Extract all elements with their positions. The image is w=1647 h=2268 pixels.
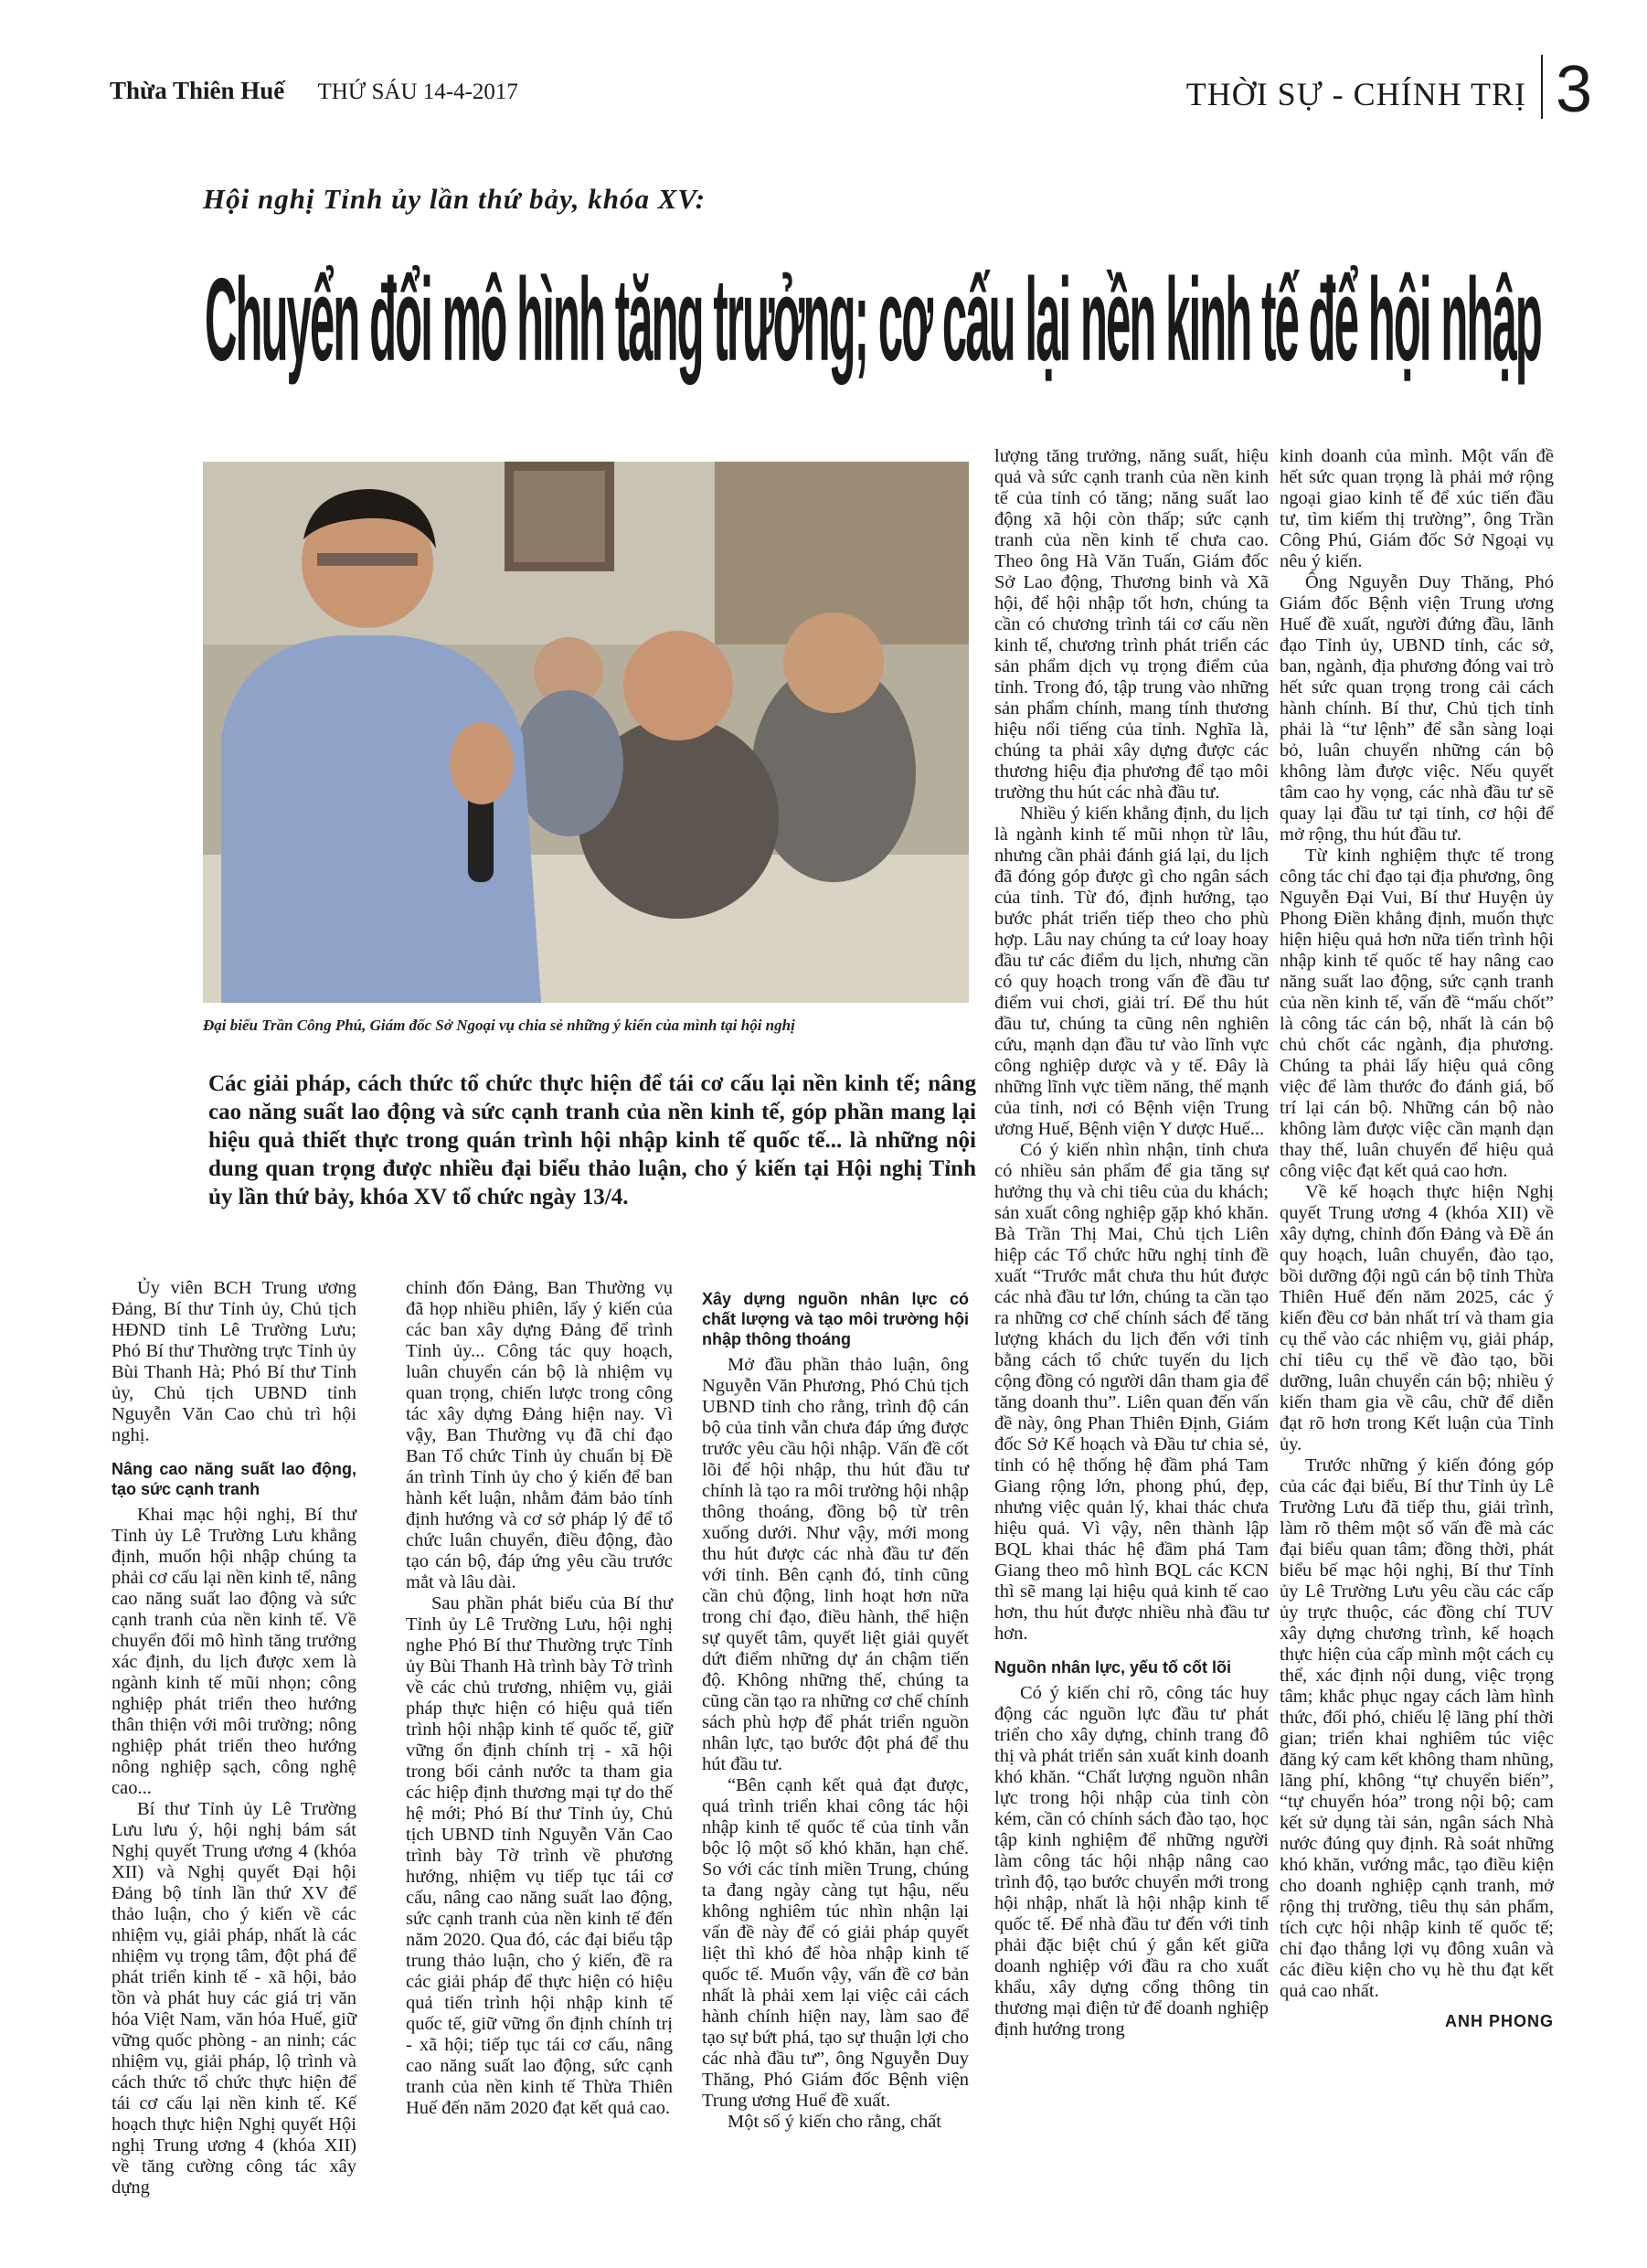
paper-name: Thừa Thiên Huế [110, 77, 285, 104]
column-4 [994, 446, 1269, 2040]
paragraph: Bí thư Tỉnh ủy Lê Trường Lưu lưu ý, hội nghị bám sát Nghị quyết Trung ương 4 (khóa XII) và Nghị quyết Đại hội Đảng bộ tỉnh lần thứ XV để thảo luận, cho ý kiến về các nhiệm vụ, giải pháp, nhất là các nhiệm vụ trọng tâm, đột phá để phát triển kinh tế - xã hội, bảo tồn và phát huy các giá trị văn hóa Việt Nam, văn hóa Huế, giữ vững quốc phòng - an ninh; các nhiệm vụ, giải pháp, lộ trình và cách thức tổ chức thực hiện để tái cơ cấu lại nền kinh tế. Kế hoạch thực hiện Nghị quyết Hội nghị Trung ương 4 (khóa XII) về tăng cường công tác xây dựng [112, 1799, 356, 2198]
issue-date: THỨ SÁU 14-4-2017 [317, 80, 518, 104]
subheading: Nguồn nhân lực, yếu tố cốt lõi [994, 1658, 1232, 1677]
paragraph: Có ý kiến nhìn nhận, tỉnh chưa có nhiều sản phẩm để gia tăng sự hưởng thụ và chi tiêu của du khách; sản xuất công nghiệp gặp khó khăn. Bà Trần Thị Mai, Chủ tịch Liên hiệp các Tổ chức hữu nghị tỉnh đề xuất “Trước mắt chưa thu hút được các nhà đầu tư lớn, chúng ta cần tạo ra những cơ chế chính sách để tăng lượng khách du lịch đến với tỉnh bằng cách tổ chức tuyến du lịch cộng đồng có người dân tham gia để tăng doanh thu”. Liên quan đến vấn đề này, ông Phan Thiên Định, Giám đốc Sở Kế hoạch và Đầu tư chia sẻ, tỉnh có hệ thống hệ đầm phá Tam Giang rộng lớn, phong phú, đẹp, nhưng việc quản lý, khai thác chưa hiệu quả. Vì vậy, nên thành lập BQL khai thác hệ đầm phá Tam Giang theo mô hình BQL các KCN thì sẽ mang lại hiệu quả kinh tế cao hơn, thu hút được nhiều nhà đầu tư hơn. [994, 1140, 1269, 1644]
author-byline: ANH PHONG [1444, 2012, 1554, 2030]
paragraph: Khai mạc hội nghị, Bí thư Tỉnh ủy Lê Trường Lưu khẳng định, muốn hội nhập chúng ta phải cơ cấu lại nền kinh tế, nâng cao năng suất lao động và sức cạnh tranh của nền kinh tế. Về chuyển đổi mô hình tăng trưởng xác định, du lịch được xem là ngành kinh tế mũi nhọn; công nghiệp phát triển theo hướng thân thiện với môi trường; nông nghiệp phát triển theo hướng nông nghiệp sạch, công nghệ cao... [112, 1505, 356, 1798]
paragraph: Có ý kiến chỉ rõ, công tác huy động các nguồn lực đầu tư phát triển cho xây dựng, chỉnh trang đô thị và phát triển sản xuất kinh doanh khó khăn. “Chất lượng nguồn nhân lực trong hội nhập của tỉnh còn kém, cần có chính sách đào tạo, học tập kinh nghiệm để những người làm công tác hội nhập nâng cao trình độ, tạo bước chuyển mới trong hội nhập, nhất là hội nhập kinh tế quốc tế. Để nhà đầu tư đến với tỉnh phải đặc biệt chú ý gắn kết giữa doanh nghiệp với đầu ra cho xuất khẩu, xây dựng cổng thông tin thương mại điện tử để doanh nghiệp định hướng trong [994, 1683, 1269, 2039]
paragraph: Trước những ý kiến đóng góp của các đại biểu, Bí thư Tỉnh ủy Lê Trường Lưu đã tiếp thu, giải trình, làm rõ thêm một số vấn đề mà các đại biểu quan tâm; đồng thời, phát biểu bế mạc hội nghị, Bí thư Tỉnh ủy Lê Trường Lưu yêu cầu các cấp ủy trực thuộc, các đồng chí TUV xây dựng chương trình, kế hoạch thực hiện của cấp mình một cách cụ thể, xác định nội dung, việc trọng tâm; khắc phục ngay cách làm hình thức, đối phó, chiếu lệ lãng phí thời gian; triển khai nghiêm túc việc đăng ký cam kết không tham nhũng, lãng phí, không “tự chuyển biến”, “tự chuyển hóa” trong nội bộ; cam kết sử dụng tài sản, ngân sách Nhà nước đúng quy định. Rà soát những khó khăn, vướng mắc, tạo điều kiện cho doanh nghiệp cạnh tranh, mở rộng thị trường, tiêu thụ sản phẩm, tích cực hội nhập kinh tế quốc tế; chỉ đạo thắng lợi vụ đông xuân và các điều kiện cho vụ hè thu đạt kết quả cao nhất. [1280, 1455, 1554, 2001]
masthead [110, 77, 518, 105]
section-header [1185, 53, 1592, 126]
column-3 [702, 1289, 969, 2133]
meeting-photo-illustration [203, 462, 969, 1003]
paragraph: Về kế hoạch thực hiện Nghị quyết Trung ương 4 (khóa XII) về xây dựng, chỉnh đốn Đảng và Đề án quy hoạch, luân chuyển, đào tạo, bồi dưỡng đội ngũ cán bộ tỉnh Thừa Thiên Huế đến năm 2025, các ý kiến đều cơ bản nhất trí và tham gia cụ thể vào các nhiệm vụ, giải pháp, chỉ tiêu cụ thể về đào tạo, bồi dưỡng, luân chuyển cán bộ; nhiều ý kiến tham gia về câu, chữ để diễn đạt rõ hơn trong Kết luận của Tỉnh ủy. [1280, 1182, 1554, 1454]
paragraph: Nhiều ý kiến khẳng định, du lịch là ngành kinh tế mũi nhọn từ lâu, nhưng cần phải đánh giá lại, du lịch đã đóng góp được gì cho ngân sách của tỉnh. Từ đó, định hướng, tạo bước phát triển tiếp theo cho phù hợp. Lâu nay chúng ta cứ loay hoay đầu tư các điểm du lịch, nhưng cần có quy hoạch trong vấn đề đầu tư điểm vui chơi, giải trí. Để thu hút đầu tư, chúng ta cũng nên nghiên cứu, mạnh dạn đầu tư vào lĩnh vực công nghiệp dược và y tế. Đây là những lĩnh vực tiềm năng, thế mạnh của tỉnh, nơi có Bệnh viện Trung ương Huế, Bệnh viện Y dược Huế... [994, 804, 1269, 1139]
paragraph: Một số ý kiến cho rằng, chất [728, 2112, 941, 2132]
photo-caption: Đại biểu Trần Công Phú, Giám đốc Sở Ngoại vụ chia sẻ những ý kiến của mình tại hội nghị [203, 1017, 795, 1034]
paragraph: kinh doanh của mình. Một vấn đề hết sức quan trọng là phải mở rộng ngoại giao kinh tế để xúc tiến đầu tư, tìm kiếm thị trường”, ông Trần Công Phú, Giám đốc Sở Ngoại vụ nêu ý kiến. [1280, 446, 1554, 571]
header-divider [1541, 55, 1543, 119]
section-name: THỜI SỰ - CHÍNH TRỊ [1185, 76, 1526, 112]
article-sapo: Các giải pháp, cách thức tổ chức thực hiện để tái cơ cấu lại nền kinh tế; nâng cao năng suất lao động và sức cạnh tranh của nền kinh tế, góp phần mang lại hiệu quả thiết thực trong quán trình hội nhập kinh tế quốc tế... là những nội dung quan trọng được nhiều đại biểu thảo luận, cho ý kiến tại Hội nghị Tỉnh ủy lần thứ bảy, khóa XV tổ chức ngày 13/4. [208, 1071, 976, 1209]
paragraph: “Bên cạnh kết quả đạt được, quá trình triển khai công tác hội nhập kinh tế quốc tế của tỉnh vẫn bộc lộ một số khó khăn, hạn chế. So với các tỉnh miền Trung, chúng ta đang ngày càng tụt hậu, nếu không nghiêm túc nhìn nhận lại vấn đề này để có giải pháp quyết liệt thì khó để hòa nhập kinh tế quốc tế. Muốn vậy, vấn đề cơ bản nhất là phải xem lại việc cải cách hành chính hiện nay, làm sao để tạo sự bứt phá, tạo sự thuận lợi cho các nhà đầu tư”, ông Nguyễn Duy Thăng, Phó Giám đốc Bệnh viện Trung ương Huế đề xuất. [702, 1775, 969, 2111]
paragraph: Từ kinh nghiệm thực tế trong công tác chỉ đạo tại địa phương, ông Nguyễn Đại Vui, Bí thư Huyện ủy Phong Điền khẳng định, muốn thực hiện hiệu quả hơn nữa tiến trình hội nhập kinh tế quốc tế hay nâng cao năng suất lao động, sức cạnh tranh của nền kinh tế, vấn đề “mấu chốt” là công tác cán bộ, nhất là cán bộ chủ chốt các ngành, địa phương. Chúng ta phải lấy hiệu quả công việc để làm thước đo đánh giá, bố trí lại cán bộ. Những cán bộ nào không làm được việc cần mạnh dạn thay thế, luân chuyển để hiệu quả công việc đạt kết quả cao hơn. [1280, 846, 1554, 1181]
kicker: Hội nghị Tỉnh ủy lần thứ bảy, khóa XV: [203, 183, 707, 215]
article-photo [203, 462, 969, 1003]
subheading: Nâng cao năng suất lao động, tạo sức cạnh tranh [112, 1460, 356, 1498]
paragraph: Mở đầu phần thảo luận, ông Nguyễn Văn Phương, Phó Chủ tịch UBND tỉnh cho rằng, trình độ cán bộ của tỉnh vẫn chưa đáp ứng được trước yêu cầu hội nhập. Vấn đề cốt lõi để hội nhập, thu hút đầu tư chính là tạo ra môi trường hội nhập thông thoáng, đồng bộ từ trên xuống dưới. Như vậy, mới mong thu hút được các nhà đầu tư đến với tỉnh. Bên cạnh đó, tỉnh cũng cần chủ động, linh hoạt hơn nữa trong chỉ đạo, điều hành, thể hiện sự quyết tâm, quyết liệt giải quyết dứt điểm những dự án chậm tiến độ. Không những thế, chúng ta cũng cần tạo ra những cơ chế chính sách phù hợp để phát triển nguồn nhân lực, tạo bước đột phá để thu hút đầu tư. [702, 1355, 969, 1774]
paragraph: Ông Nguyễn Duy Thăng, Phó Giám đốc Bệnh viện Trung ương Huế đề xuất, người đứng đầu, lãnh đạo Tỉnh ủy, UBND tỉnh, các sở, ban, ngành, địa phương đóng vai trò hết sức quan trọng trong cải cách hành chính. Bí thư, Chủ tịch tỉnh phải là “tư lệnh” để sẵn sàng loại bỏ, luân chuyển những cán bộ không làm được việc. Nếu quyết tâm cao hy vọng, các nhà đầu tư sẽ quay lại đầu tư tại tỉnh, cơ hội để mở rộng, thu hút đầu tư. [1280, 572, 1554, 845]
paragraph: Ủy viên BCH Trung ương Đảng, Bí thư Tỉnh ủy, Chủ tịch HĐND tỉnh Lê Trường Lưu; Phó Bí thư Thường trực Tỉnh ủy Bùi Thanh Hà; Phó Bí thư Tỉnh ủy, Chủ tịch UBND tỉnh Nguyễn Văn Cao chủ trì hội nghị. [112, 1278, 356, 1445]
paragraph: Sau phần phát biểu của Bí thư Tỉnh ủy Lê Trường Lưu, hội nghị nghe Phó Bí thư Thường trực Tỉnh ủy Bùi Thanh Hà trình bày Tờ trình về các chủ trương, nhiệm vụ, giải pháp thực hiện có hiệu quả tiến trình hội nhập kinh tế quốc tế, giữ vững ổn định chính trị - xã hội trong bối cảnh nước ta tham gia các hiệp định thương mại tự do thế hệ mới; Phó Bí thư Tỉnh ủy, Chủ tịch UBND tỉnh Nguyễn Văn Cao trình bày Tờ trình về phương hướng, nhiệm vụ tiếp tục tái cơ cấu, nâng cao năng suất lao động, sức cạnh tranh của nền kinh tế đến năm 2020. Qua đó, các đại biểu tập trung thảo luận, cho ý kiến, đề ra các giải pháp để thực hiện có hiệu quả tiến trình hội nhập kinh tế quốc tế, giữ vững ổn định chính trị - xã hội; tiếp tục tái cơ cấu, nâng cao năng suất lao động, sức cạnh tranh của nền kinh tế Thừa Thiên Huế đến năm 2020 đạt kết quả cao. [406, 1593, 673, 2118]
headline: Chuyển đổi mô hình tăng trưởng; cơ cấu lại nền kinh tế để hội nhập [205, 252, 1541, 386]
page-number: 3 [1555, 53, 1592, 126]
column-1 [112, 1278, 356, 2199]
subheading: Xây dựng nguồn nhân lực có chất lượng và tạo môi trường hội nhập thông thoáng [702, 1290, 969, 1348]
column-5 [1280, 446, 1554, 2032]
paragraph: lượng tăng trưởng, năng suất, hiệu quả và sức cạnh tranh của nền kinh tế của tỉnh có tăng; năng suất lao động xã hội còn thấp; sức cạnh tranh của nền kinh tế chưa cao. Theo ông Hà Văn Tuấn, Giám đốc Sở Lao động, Thương binh và Xã hội, để hội nhập tốt hơn, chúng ta cần có chương trình tái cơ cấu nền kinh tế, chương trình phát triển các sản phẩm dịch vụ trọng điểm của tỉnh. Trong đó, tập trung vào những sản phẩm chính, mang tính thương hiệu nổi tiếng của tỉnh. Nghĩa là, chúng ta phải xây dựng được các thương hiệu địa phương để tạo môi trường thu hút các nhà đầu tư. [994, 446, 1269, 803]
paragraph: chỉnh đốn Đảng, Ban Thường vụ đã họp nhiều phiên, lấy ý kiến của các ban xây dựng Đảng để trình Tỉnh ủy... Công tác quy hoạch, luân chuyển cán bộ là nhiệm vụ quan trọng, chiến lược trong công tác xây dựng Đảng hiện nay. Vì vậy, Ban Thường vụ đã chỉ đạo Ban Tổ chức Tỉnh ủy chuẩn bị Đề án trình Tỉnh ủy cho ý kiến để ban hành kết luận, nhằm đảm bảo tính định hướng và cơ sở pháp lý để tổ chức luân chuyển, điều động, đào tạo cán bộ, đáp ứng yêu cầu trước mắt và lâu dài. [406, 1278, 673, 1592]
column-2 [406, 1278, 673, 2119]
